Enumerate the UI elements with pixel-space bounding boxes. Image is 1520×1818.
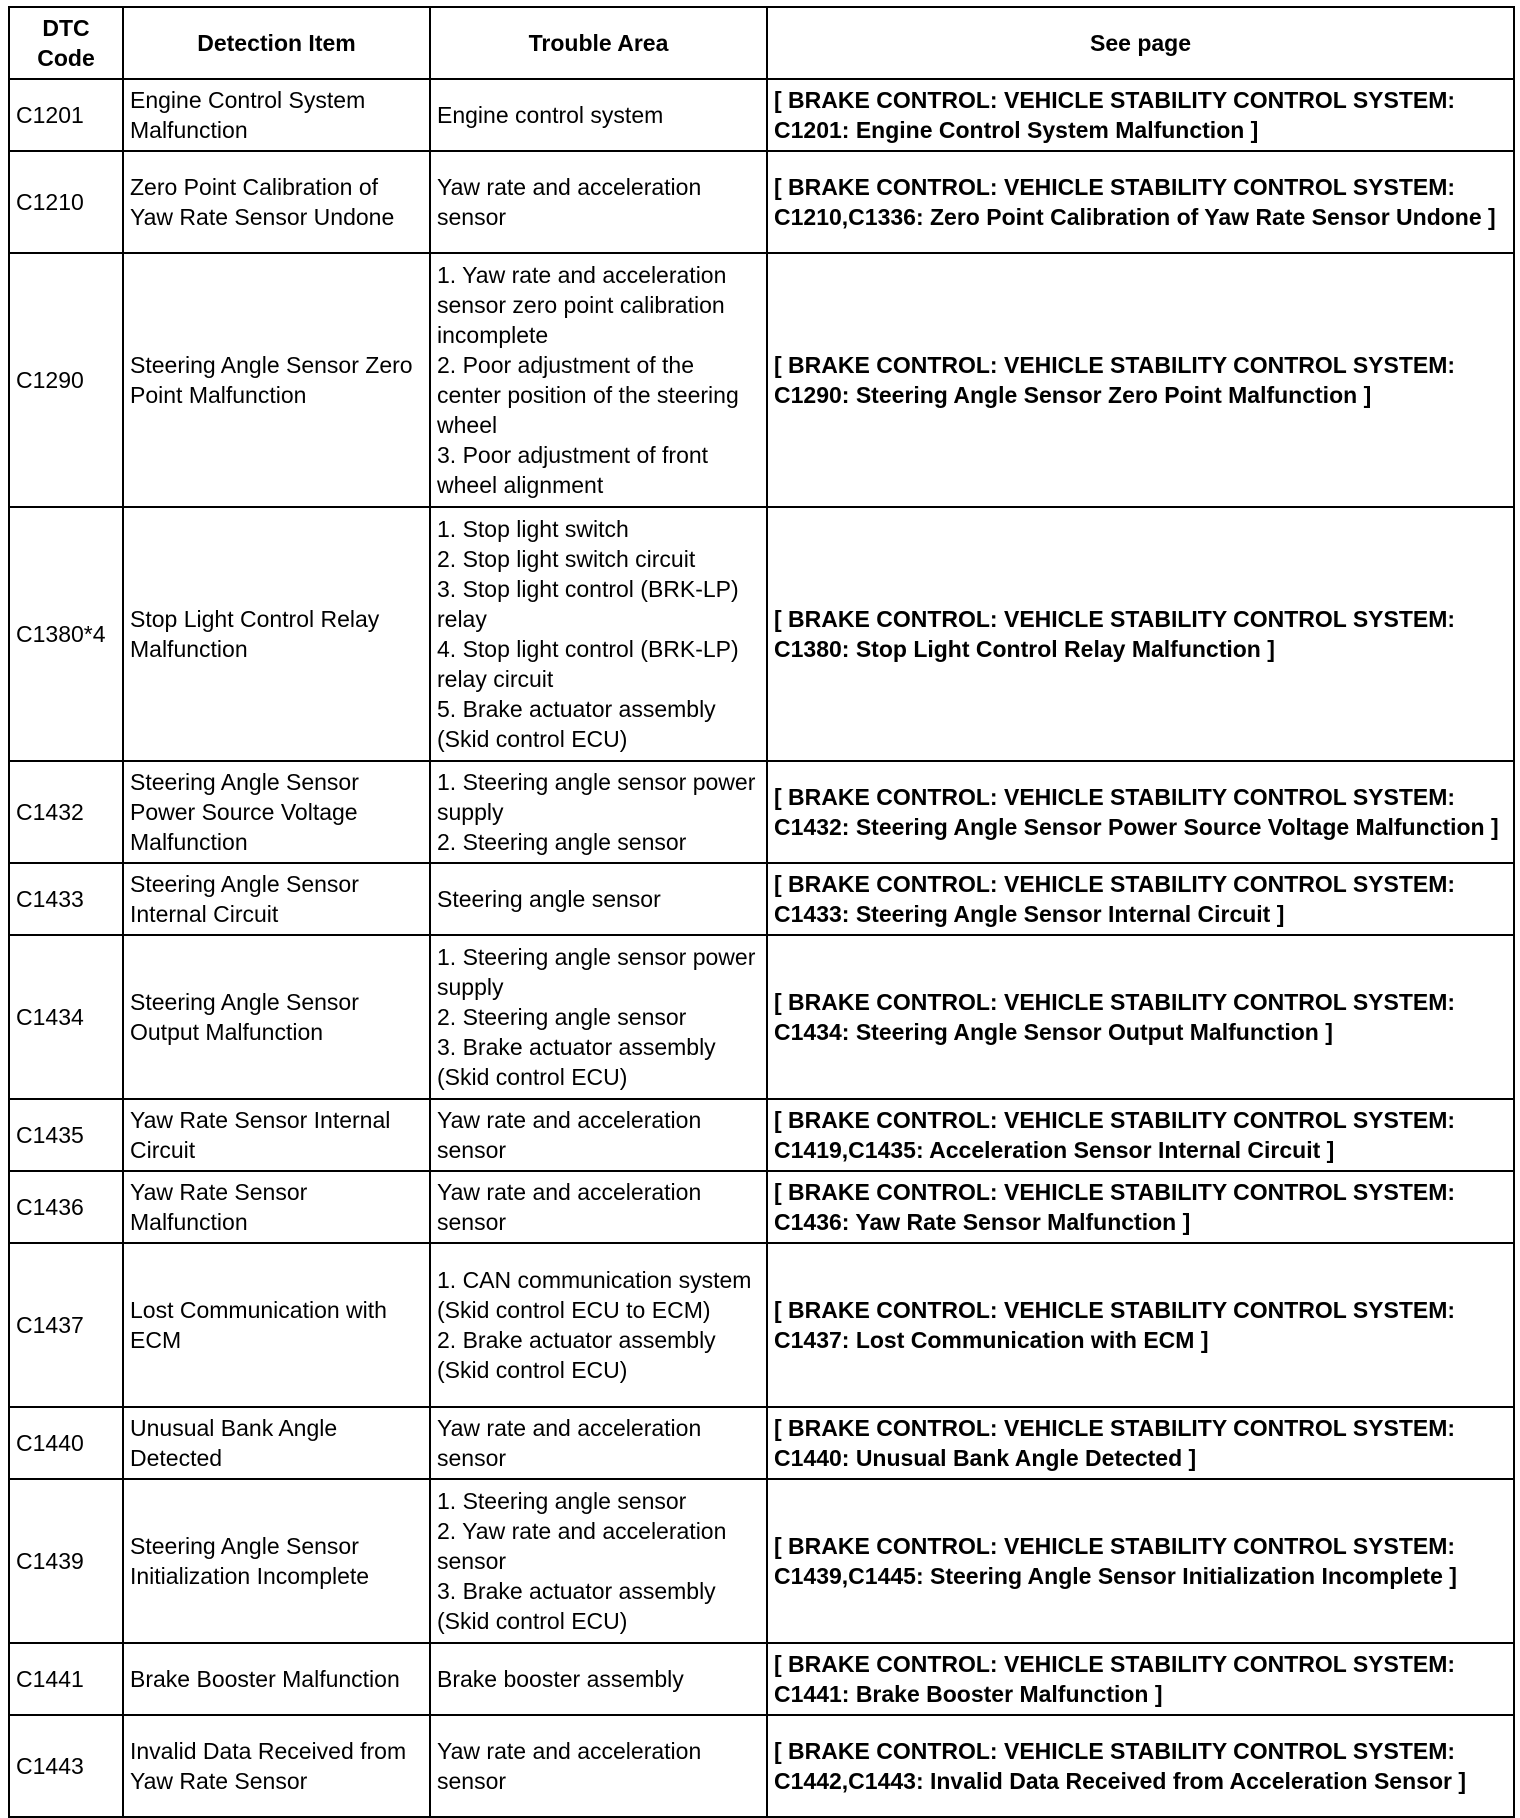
dtc-code-cell: C1432	[9, 761, 123, 863]
trouble-area-line: Yaw rate and acceleration sensor	[437, 1415, 702, 1471]
trouble-area-line: 3. Poor adjustment of front wheel alignment	[437, 442, 709, 498]
trouble-area-line: 2. Brake actuator assembly (Skid control ECU)	[437, 1327, 716, 1383]
trouble-area-line: 1. Steering angle sensor power supply	[437, 944, 756, 1000]
detection-item-cell: Steering Angle Sensor Internal Circuit	[123, 863, 430, 935]
dtc-code-cell: C1436	[9, 1171, 123, 1243]
trouble-area-cell	[430, 1171, 767, 1243]
dtc-code-cell: C1434	[9, 935, 123, 1099]
detection-item-cell: Engine Control System Malfunction	[123, 79, 430, 151]
see-page-link[interactable]: [ BRAKE CONTROL: VEHICLE STABILITY CONTROL SYSTEM: C1436: Yaw Rate Sensor Malfunction ]	[767, 1171, 1514, 1243]
header-row	[9, 7, 1514, 79]
see-page-link[interactable]: [ BRAKE CONTROL: VEHICLE STABILITY CONTROL SYSTEM: C1419,C1435: Acceleration Sensor Internal Circuit ]	[767, 1099, 1514, 1171]
detection-item-cell: Steering Angle Sensor Output Malfunction	[123, 935, 430, 1099]
table-row	[9, 1407, 1514, 1479]
header-dtc-code: DTC Code	[9, 7, 123, 79]
trouble-area-line: Yaw rate and acceleration sensor	[437, 1738, 702, 1794]
detection-item-cell: Brake Booster Malfunction	[123, 1643, 430, 1715]
trouble-area-cell	[430, 253, 767, 507]
dtc-code-cell: C1439	[9, 1479, 123, 1643]
trouble-area-line: Yaw rate and acceleration sensor	[437, 174, 702, 230]
table-row	[9, 1099, 1514, 1171]
trouble-area-line: 3. Brake actuator assembly (Skid control ECU)	[437, 1034, 716, 1090]
detection-item-cell: Unusual Bank Angle Detected	[123, 1407, 430, 1479]
dtc-code-cell: C1435	[9, 1099, 123, 1171]
table-row	[9, 1715, 1514, 1817]
header-detection-item: Detection Item	[123, 7, 430, 79]
see-page-link[interactable]: [ BRAKE CONTROL: VEHICLE STABILITY CONTROL SYSTEM: C1437: Lost Communication with ECM ]	[767, 1243, 1514, 1407]
detection-item-cell: Invalid Data Received from Yaw Rate Sensor	[123, 1715, 430, 1817]
detection-item-cell: Lost Communication with ECM	[123, 1243, 430, 1407]
detection-item-cell: Steering Angle Sensor Power Source Voltage Malfunction	[123, 761, 430, 863]
table-body	[9, 79, 1514, 1817]
table-header	[9, 7, 1514, 79]
see-page-link[interactable]: [ BRAKE CONTROL: VEHICLE STABILITY CONTROL SYSTEM: C1433: Steering Angle Sensor Internal Circuit ]	[767, 863, 1514, 935]
trouble-area-cell	[430, 151, 767, 253]
trouble-area-line: 1. CAN communication system (Skid control ECU to ECM)	[437, 1267, 752, 1323]
trouble-area-line: 1. Steering angle sensor power supply	[437, 769, 756, 825]
trouble-area-line: 4. Stop light control (BRK-LP) relay circuit	[437, 636, 739, 692]
dtc-code-cell: C1201	[9, 79, 123, 151]
see-page-link[interactable]: [ BRAKE CONTROL: VEHICLE STABILITY CONTROL SYSTEM: C1210,C1336: Zero Point Calibration of Yaw Rate Sensor Undone ]	[767, 151, 1514, 253]
trouble-area-cell	[430, 1715, 767, 1817]
trouble-area-cell	[430, 863, 767, 935]
trouble-area-line: 2. Poor adjustment of the center position of the steering wheel	[437, 352, 739, 438]
dtc-code-cell: C1380*4	[9, 507, 123, 761]
table-row	[9, 863, 1514, 935]
table-row	[9, 935, 1514, 1099]
trouble-area-line: 2. Steering angle sensor	[437, 829, 687, 855]
header-see-page: See page	[767, 7, 1514, 79]
table-row	[9, 79, 1514, 151]
dtc-code-cell: C1437	[9, 1243, 123, 1407]
see-page-link[interactable]: [ BRAKE CONTROL: VEHICLE STABILITY CONTROL SYSTEM: C1439,C1445: Steering Angle Sensor Initialization Incomplete ]	[767, 1479, 1514, 1643]
see-page-link[interactable]: [ BRAKE CONTROL: VEHICLE STABILITY CONTROL SYSTEM: C1290: Steering Angle Sensor Zero Point Malfunction ]	[767, 253, 1514, 507]
table-row	[9, 253, 1514, 507]
trouble-area-cell	[430, 1643, 767, 1715]
see-page-link[interactable]: [ BRAKE CONTROL: VEHICLE STABILITY CONTROL SYSTEM: C1432: Steering Angle Sensor Power Source Voltage Malfunction ]	[767, 761, 1514, 863]
trouble-area-line: 1. Stop light switch	[437, 516, 629, 542]
table-row	[9, 507, 1514, 761]
header-trouble-area: Trouble Area	[430, 7, 767, 79]
trouble-area-line: 3. Brake actuator assembly (Skid control ECU)	[437, 1578, 716, 1634]
trouble-area-cell	[430, 1099, 767, 1171]
trouble-area-cell	[430, 761, 767, 863]
table-row	[9, 1243, 1514, 1407]
trouble-area-line: Brake booster assembly	[437, 1666, 684, 1692]
detection-item-cell: Stop Light Control Relay Malfunction	[123, 507, 430, 761]
trouble-area-line: Steering angle sensor	[437, 886, 661, 912]
trouble-area-line: Engine control system	[437, 102, 664, 128]
trouble-area-line: 2. Stop light switch circuit	[437, 546, 696, 572]
see-page-link[interactable]: [ BRAKE CONTROL: VEHICLE STABILITY CONTROL SYSTEM: C1434: Steering Angle Sensor Output Malfunction ]	[767, 935, 1514, 1099]
dtc-code-cell: C1290	[9, 253, 123, 507]
see-page-link[interactable]: [ BRAKE CONTROL: VEHICLE STABILITY CONTROL SYSTEM: C1380: Stop Light Control Relay Malfunction ]	[767, 507, 1514, 761]
detection-item-cell: Yaw Rate Sensor Internal Circuit	[123, 1099, 430, 1171]
see-page-link[interactable]: [ BRAKE CONTROL: VEHICLE STABILITY CONTROL SYSTEM: C1440: Unusual Bank Angle Detected ]	[767, 1407, 1514, 1479]
trouble-area-cell	[430, 507, 767, 761]
see-page-link[interactable]: [ BRAKE CONTROL: VEHICLE STABILITY CONTROL SYSTEM: C1201: Engine Control System Malfunction ]	[767, 79, 1514, 151]
trouble-area-line: 2. Steering angle sensor	[437, 1004, 687, 1030]
table-row	[9, 1479, 1514, 1643]
dtc-code-cell: C1440	[9, 1407, 123, 1479]
dtc-table	[8, 6, 1515, 1818]
table-row	[9, 761, 1514, 863]
detection-item-cell: Steering Angle Sensor Initialization Incomplete	[123, 1479, 430, 1643]
trouble-area-line: 5. Brake actuator assembly (Skid control ECU)	[437, 696, 716, 752]
dtc-code-cell: C1433	[9, 863, 123, 935]
trouble-area-line: 2. Yaw rate and acceleration sensor	[437, 1518, 727, 1574]
see-page-link[interactable]: [ BRAKE CONTROL: VEHICLE STABILITY CONTROL SYSTEM: C1441: Brake Booster Malfunction ]	[767, 1643, 1514, 1715]
trouble-area-line: Yaw rate and acceleration sensor	[437, 1179, 702, 1235]
trouble-area-cell	[430, 1407, 767, 1479]
trouble-area-line: 3. Stop light control (BRK-LP) relay	[437, 576, 739, 632]
trouble-area-cell	[430, 1479, 767, 1643]
dtc-code-cell: C1443	[9, 1715, 123, 1817]
dtc-code-cell: C1210	[9, 151, 123, 253]
detection-item-cell: Yaw Rate Sensor Malfunction	[123, 1171, 430, 1243]
trouble-area-line: Yaw rate and acceleration sensor	[437, 1107, 702, 1163]
detection-item-cell: Steering Angle Sensor Zero Point Malfunction	[123, 253, 430, 507]
table-row	[9, 151, 1514, 253]
detection-item-cell: Zero Point Calibration of Yaw Rate Sensor Undone	[123, 151, 430, 253]
dtc-code-cell: C1441	[9, 1643, 123, 1715]
trouble-area-line: 1. Steering angle sensor	[437, 1488, 687, 1514]
see-page-link[interactable]: [ BRAKE CONTROL: VEHICLE STABILITY CONTROL SYSTEM: C1442,C1443: Invalid Data Received from Acceleration Sensor ]	[767, 1715, 1514, 1817]
table-row	[9, 1643, 1514, 1715]
trouble-area-cell	[430, 1243, 767, 1407]
table-row	[9, 1171, 1514, 1243]
trouble-area-cell	[430, 79, 767, 151]
trouble-area-line: 1. Yaw rate and acceleration sensor zero point calibration incomplete	[437, 262, 727, 348]
trouble-area-cell	[430, 935, 767, 1099]
